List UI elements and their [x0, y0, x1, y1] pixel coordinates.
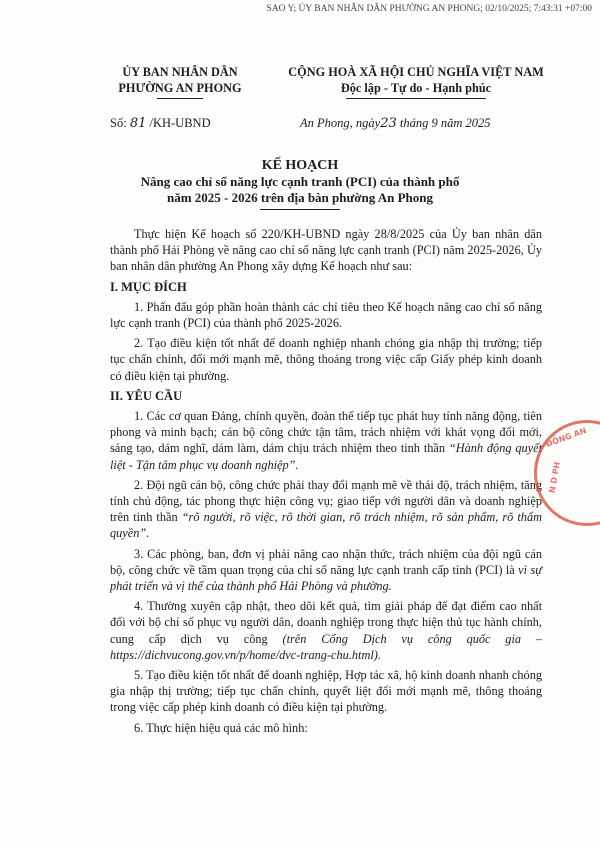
org-underline	[157, 98, 203, 99]
paragraph: 2. Đội ngũ cán bộ, công chức phải thay đổi mạnh mẽ về thái độ, trách nhiệm, tăng tính chủ động, tác phong thực hiện công vụ; giao tiếp với người dân và doanh nghiệp trên tinh thần “rõ người, rõ việc, rõ thời gian, rõ trách nhiệm, rõ sản phẩm, rõ thẩm quyền”.	[110, 477, 542, 541]
motto-underline	[346, 98, 486, 99]
document-title	[100, 158, 500, 210]
title-line-2: Nâng cao chỉ số năng lực cạnh tranh (PCI) của thành phố	[140, 174, 460, 189]
section-heading-2: II. YÊU CẦU	[110, 388, 183, 403]
paragraph: 1. Phấn đấu góp phần hoàn thành các chỉ tiêu theo Kế hoạch nâng cao chỉ số năng lực cạnh tranh (PCI) của thành phố 2025-2026.	[110, 299, 542, 331]
title-line-1: KẾ HOẠCH	[261, 158, 339, 173]
document-number: Số: 81 /KH-UBND	[110, 116, 211, 131]
nation-line-2: Độc lập - Tự do - Hạnh phúc	[340, 81, 492, 95]
document-number-value: 81	[129, 116, 147, 131]
official-seal-icon: ĐỒNG AN N D PH	[534, 420, 600, 526]
date-day: 23	[380, 116, 397, 131]
issuing-authority	[112, 64, 248, 99]
document-date: An Phong, ngày23 tháng 9 năm 2025	[300, 116, 491, 131]
intro-paragraph: Thực hiện Kế hoạch số 220/KH-UBND ngày 28/8/2025 của Ủy ban nhân dân thành phố Hải Phòng về nâng cao chỉ số năng lực cạnh tranh (PCI) năm 2025-2026, Ủy ban nhân dân phường An Phong xây dựng Kế hoạch như sau:	[110, 227, 542, 274]
title-underline	[260, 209, 340, 210]
document-body	[110, 226, 542, 740]
paragraph: 2. Tạo điều kiện tốt nhất để doanh nghiệp nhanh chóng gia nhập thị trường; tiếp tục chấn chỉnh, đổi mới mạnh mẽ, thông thoáng trong việc cấp Giấy phép kinh doanh có điều kiện tại phường.	[110, 336, 542, 383]
paragraph: 4. Thường xuyên cập nhật, theo dõi kết quả, tìm giải pháp để đạt điểm cao nhất đối với bộ chỉ số phục vụ người dân, doanh nghiệp trong thực hiện thủ tục hành chính, cung cấp dịch vụ công (trên Cổng Dịch vụ công quốc gia – https://dichvucong.gov.vn/p/home/dvc-trang-chu.html).	[110, 599, 543, 662]
national-motto	[285, 64, 547, 99]
title-line-3: năm 2025 - 2026 trên địa bàn phường An Phong	[166, 190, 434, 205]
paragraph: 3. Các phòng, ban, đơn vị phải nâng cao nhận thức, trách nhiệm của đội ngũ cán bộ, công chức về tầm quan trọng của chỉ số năng lực cạnh tranh cấp tỉnh (PCI) là vì sự phát triển và vị thế của thành phố Hải Phòng và phường.	[110, 546, 542, 594]
paragraph: 5. Tạo điều kiện tốt nhất để doanh nghiệp, Hợp tác xã, hộ kinh doanh nhanh chóng gia nhập thị trường; tiếp tục chấn chỉnh, quyết liệt đổi mới mạnh mẽ, thông thoáng trong việc cấp phép kinh doanh có điều kiện tại phường.	[110, 668, 542, 715]
digital-copy-stamp: SAO Y; ỦY BAN NHÂN DÂN PHƯỜNG AN PHONG; 02/10/2025; 7:43:31 +07:00	[266, 4, 592, 14]
section-heading-1: I. MỤC ĐÍCH	[110, 279, 187, 294]
org-line-1: ỦY BAN NHÂN DÂN	[122, 65, 238, 79]
paragraph: 1. Các cơ quan Đảng, chính quyền, đoàn thể tiếp tục phát huy tính năng động, tiên phong và minh bạch; cán bộ công chức tận tâm, trách nhiệm với khát vọng đổi mới, sáng tạo, dám nghĩ, dám làm, dám chịu trách nhiệm theo tinh thần “Hành động quyết liệt - Tận tâm phục vụ doanh nghiệp”.	[110, 409, 542, 472]
nation-line-1: CỘNG HOÀ XÃ HỘI CHỦ NGHĨA VIỆT NAM	[288, 65, 544, 79]
paragraph: 6. Thực hiện hiệu quả các mô hình:	[134, 720, 308, 735]
org-line-2: PHƯỜNG AN PHONG	[118, 81, 242, 95]
